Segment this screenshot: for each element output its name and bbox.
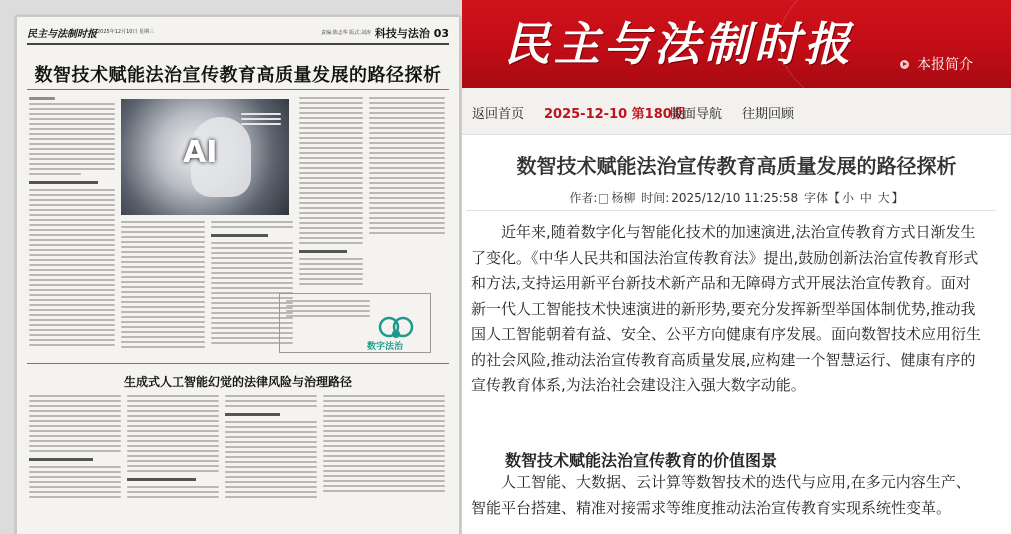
- paper-column-b2[interactable]: [127, 395, 219, 501]
- nav-bar: [462, 88, 1011, 135]
- publish-time: 2025/12/10 11:25:58: [671, 191, 799, 205]
- divider: [466, 210, 996, 211]
- article-section-title: 数智技术赋能法治宣传教育的价值图景: [505, 451, 778, 470]
- paper-column-2[interactable]: [121, 221, 205, 351]
- divider: [27, 363, 449, 364]
- paper-section-title: 科技与法治 03: [374, 27, 449, 40]
- author-label: 作者:: [569, 191, 598, 205]
- person-icon: [599, 194, 608, 204]
- font-size-large-button[interactable]: 大: [877, 191, 890, 205]
- paper-editor: 责编:陈志华 版式:刘涛: [321, 30, 371, 36]
- site-logo[interactable]: 民主与法制时报: [504, 17, 854, 71]
- nav-home-link[interactable]: 返回首页: [472, 107, 525, 122]
- newspaper-page-panel: [0, 0, 462, 534]
- paper-column-1[interactable]: [29, 97, 115, 349]
- divider: [27, 89, 449, 90]
- time-label: 时间:: [641, 191, 670, 205]
- paper-column-5[interactable]: [369, 97, 445, 237]
- nav-layout-link[interactable]: 版面导航: [670, 107, 723, 122]
- article-body: [471, 220, 983, 399]
- paper-date: 2025年12月10日 星期三: [97, 29, 155, 35]
- font-size-label: 字体【: [803, 191, 840, 205]
- paper-second-headline[interactable]: 生成式人工智能幻觉的法律风险与治理路径: [123, 375, 352, 389]
- font-size-small-button[interactable]: 小: [841, 191, 854, 205]
- paper-column-b1[interactable]: [29, 395, 121, 501]
- ai-illustration: [121, 99, 289, 215]
- author-name: 杨柳: [611, 191, 636, 205]
- paper-masthead: [27, 25, 449, 45]
- digital-law-badge-text: 数字法治: [367, 342, 404, 352]
- paper-logo: 民主与法制时报: [27, 29, 97, 40]
- font-size-label-end: 】: [891, 191, 904, 205]
- site-header: [462, 0, 1011, 88]
- paper-column-b4[interactable]: [323, 395, 445, 495]
- paper-headline[interactable]: 数智技术赋能法治宣传教育高质量发展的路径探析: [34, 65, 442, 86]
- ai-graphic-text: AI: [183, 135, 218, 170]
- about-paper-label[interactable]: 本报简介: [917, 57, 973, 73]
- paper-column-b3[interactable]: [225, 395, 317, 501]
- font-size-medium-button[interactable]: 中: [859, 191, 872, 205]
- newspaper-page-image[interactable]: [16, 16, 460, 534]
- nav-current-issue[interactable]: 2025-12-10 第180期: [544, 107, 685, 122]
- article-body-continued: [471, 470, 983, 521]
- ai-graphic-caption: [241, 113, 281, 128]
- article-meta: [462, 189, 1011, 206]
- article-title: 数智技术赋能法治宣传教育高质量发展的路径探析: [516, 154, 957, 178]
- article-paragraph: 人工智能、大数据、云计算等数智技术的迭代与应用,在多元内容生产、智能平台搭建、精准对接需求等维度推动法治宣传教育实现系统性变革。: [471, 473, 971, 517]
- article-paragraph: 近年来,随着数字化与智能化技术的加速演进,法治宣传教育方式日渐发生了变化。《中华人民共和国法治宣传教育法》提出,鼓励创新法治宣传教育形式和方法,支持运用新平台新技术新产品和无障碍方式开展法治宣传教育。面对新一代人工智能技术快速演进的新形势,要充分发挥新型举国体制优势,推动我国人工智能朝着有益、安全、公平方向健康有序发展。面向数智技术应用衍生的社会风险,推动法治宣传教育高质量发展,应构建一个智慧运行、健康有序的宣传教育体系,为法治社会建设注入强大数字动能。: [471, 223, 982, 394]
- play-bullet-icon: [900, 60, 909, 69]
- about-paper-link[interactable]: [900, 54, 973, 74]
- paper-column-4[interactable]: [299, 97, 363, 288]
- nav-past-issues-link[interactable]: 往期回顾: [742, 107, 795, 122]
